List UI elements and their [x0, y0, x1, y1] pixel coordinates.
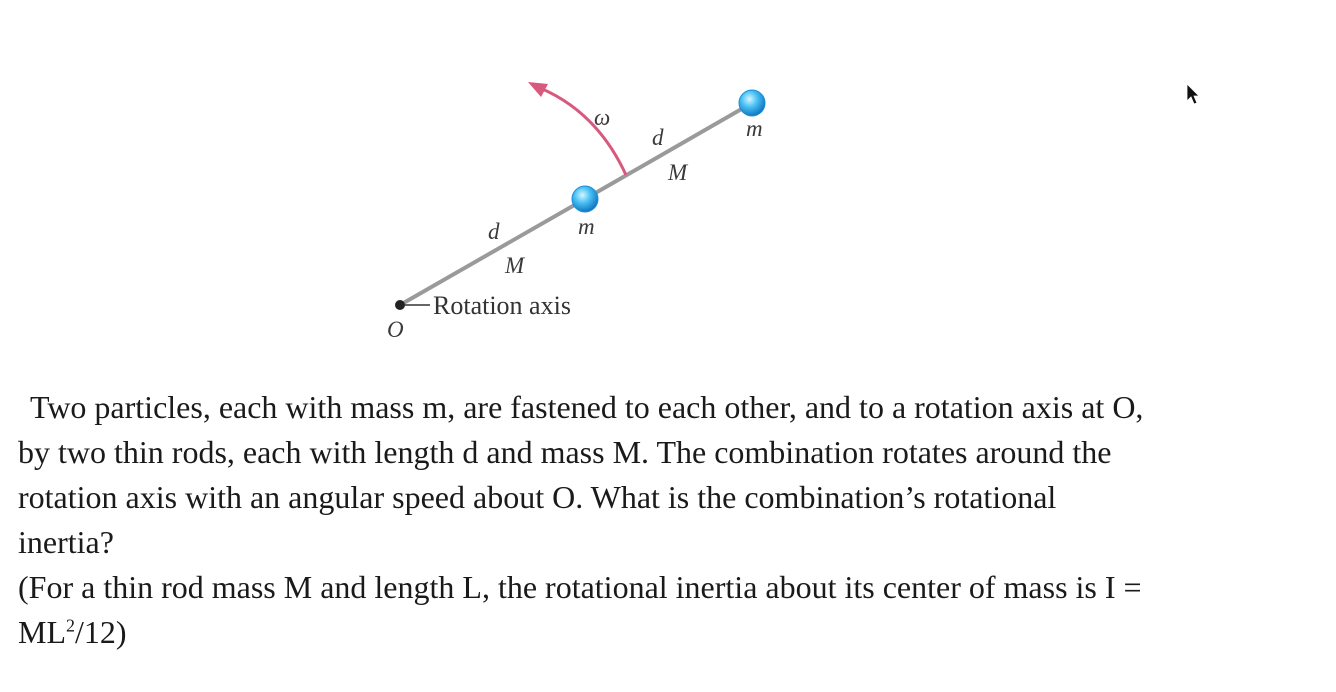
hint-formula [18, 610, 1318, 655]
problem-line-3: rotation axis with an angular speed about O. What is the combination’s rotational [18, 479, 1057, 515]
pivot-point [395, 300, 405, 310]
omega-label: ω [594, 105, 611, 130]
omega-arrow [540, 88, 626, 175]
lower-particle-mass-label: m [578, 214, 595, 239]
problem-line-4: inertia? [18, 524, 114, 560]
lower-rod-mass-label: M [505, 253, 525, 278]
omega-arrowhead-icon [528, 82, 548, 97]
formula-base: ML [18, 614, 66, 650]
upper-rod-length-label: d [652, 125, 664, 150]
lower-rod [400, 199, 585, 305]
formula-tail: /12) [75, 614, 127, 650]
upper-particle-mass-label: m [746, 116, 763, 141]
problem-line-2: by two thin rods, each with length d and mass M. The combination rotates around the [18, 434, 1112, 470]
origin-label: O [387, 317, 404, 342]
upper-rod-mass-label: M [668, 160, 688, 185]
lower-rod-length-label: d [488, 219, 500, 244]
problem-text [18, 385, 1318, 655]
hint-line-1: (For a thin rod mass M and length L, the rotational inertia about its center of mass is I = [18, 569, 1142, 605]
mouse-pointer-icon [1187, 84, 1199, 104]
particle-upper [739, 90, 765, 116]
rotation-axis-label: Rotation axis [433, 291, 571, 320]
formula-exponent: 2 [66, 615, 75, 636]
particle-lower [572, 186, 598, 212]
problem-line-1: Two particles, each with mass m, are fastened to each other, and to a rotation axis at O, [30, 389, 1144, 425]
